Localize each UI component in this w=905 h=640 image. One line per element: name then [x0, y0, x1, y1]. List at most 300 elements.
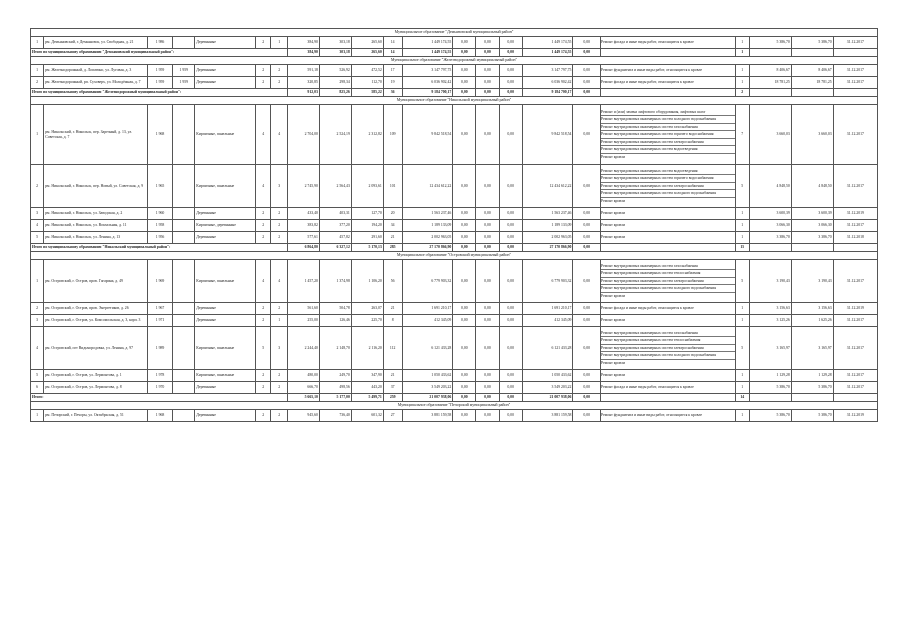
cell-addr: рм. Железнодорожный, рп. Суховерх, ул. Молодёжная, д. 7	[44, 77, 148, 89]
section-total-row	[31, 89, 878, 97]
cell-f3: 0,00	[499, 77, 522, 89]
cell-n: 3	[31, 315, 44, 327]
cell-s3: 265,60	[351, 37, 383, 49]
cell-srok: 1	[735, 370, 749, 382]
work-type-item: Ремонт внутридомовых инженерных систем электроснабжения	[601, 278, 735, 286]
total-f2: 0,00	[476, 49, 499, 57]
cell-s2: 126,46	[319, 315, 351, 327]
cell-y1: 1 970	[147, 382, 172, 394]
cell-f2: 0,00	[476, 303, 499, 315]
work-type-item: Ремонт кровли	[601, 361, 626, 366]
repair-program-table	[30, 28, 878, 422]
cell-srok: 7	[735, 105, 749, 165]
cell-cost: 2 002 963,05	[402, 232, 453, 244]
cell-cost: 1 449 174,55	[402, 37, 453, 49]
cell-p: 56	[383, 260, 402, 303]
total-empty-cell	[601, 244, 736, 252]
cell-mat: Кирпичные, панельные	[195, 370, 256, 382]
cell-en: 4	[271, 260, 288, 303]
cell-srok: 1	[735, 65, 749, 77]
cell-u1: 3 660,03	[749, 105, 791, 165]
cell-u2: 18 781,25	[791, 77, 833, 89]
cell-works	[601, 327, 736, 370]
cell-f4: 6 036 902,42	[522, 77, 573, 89]
cell-s3: 601,32	[351, 410, 383, 422]
cell-f2: 0,00	[476, 208, 499, 220]
cell-u2: 1 625,26	[791, 315, 833, 327]
cell-s2: 526,92	[319, 65, 351, 77]
cell-u1: 3 066,30	[749, 220, 791, 232]
cell-dt: 31.12.2018	[833, 232, 877, 244]
total-f1: 0,00	[453, 89, 476, 97]
cell-y1: 1 959	[147, 77, 172, 89]
total-s2: 825,26	[319, 89, 351, 97]
cell-srok: 1	[735, 220, 749, 232]
cell-f4: 1 563 237,46	[522, 208, 573, 220]
cell-addr: рм. Печорский, г. Печоры, ул. Октябрьская, д. 51	[44, 410, 148, 422]
cell-s3: 443,20	[351, 382, 383, 394]
cell-works	[601, 208, 736, 220]
work-type-item: Ремонт внутридомовых инженерных систем газоснабжения	[601, 330, 735, 338]
work-type-item: Ремонт кровли	[601, 294, 626, 299]
total-f5: 0,00	[573, 394, 601, 402]
cell-f4: 1 691 210,17	[522, 303, 573, 315]
cell-works	[601, 370, 736, 382]
cell-s3: 1 106,20	[351, 260, 383, 303]
cell-addr: рм. Никольский, г. Никольск, ул. Вокзальная, д. 11	[44, 220, 148, 232]
cell-f5: 0,00	[573, 105, 601, 165]
total-cost: 9 184 700,17	[402, 89, 453, 97]
table-row	[31, 382, 878, 394]
cell-fl: 2	[255, 410, 270, 422]
cell-y1: 1 960	[147, 208, 172, 220]
cell-srok: 5	[735, 165, 749, 208]
cell-s3: 472,52	[351, 65, 383, 77]
cell-y2	[173, 208, 195, 220]
cell-u1: 5 386,70	[749, 37, 791, 49]
cell-n: 1	[31, 260, 44, 303]
cell-f1: 0,00	[453, 208, 476, 220]
table-row	[31, 303, 878, 315]
cell-f4: 1 189 133,09	[522, 220, 573, 232]
cell-f5: 0,00	[573, 410, 601, 422]
table-row	[31, 260, 878, 303]
document	[30, 28, 878, 422]
cell-works	[601, 232, 736, 244]
cell-s1: 320,85	[287, 77, 319, 89]
cell-n: 1	[31, 410, 44, 422]
cell-f2: 0,00	[476, 315, 499, 327]
cell-s3: 127,70	[351, 208, 383, 220]
cell-srok: 1	[735, 410, 749, 422]
cell-f4: 1 449 174,55	[522, 37, 573, 49]
cell-y2	[173, 232, 195, 244]
total-s1: 912,03	[287, 89, 319, 97]
cell-cost: 12 434 612,22	[402, 165, 453, 208]
cell-y2	[173, 382, 195, 394]
cell-en: 2	[271, 220, 288, 232]
cell-u1: 18 781,25	[749, 77, 791, 89]
cell-s3: 2 116,20	[351, 327, 383, 370]
cell-y1: 1 978	[147, 370, 172, 382]
total-f1: 0,00	[453, 49, 476, 57]
cell-mat: Деревянные	[195, 65, 256, 77]
total-s1: 6 864,80	[287, 244, 319, 252]
municipality-heading-row	[31, 402, 878, 410]
table-body	[31, 29, 878, 422]
total-empty-cell	[601, 394, 736, 402]
cell-f3: 0,00	[499, 220, 522, 232]
cell-u1: 3 190,43	[749, 260, 791, 303]
work-type-item: Ремонт внутридомовых инженерных систем холодного водоснабжения	[601, 285, 735, 293]
cell-srok: 1	[735, 37, 749, 49]
municipality-heading-row	[31, 97, 878, 105]
total-s3: 265,60	[351, 49, 383, 57]
total-empty-cell	[749, 49, 791, 57]
cell-s1: 433,40	[287, 208, 319, 220]
cell-f5: 0,00	[573, 382, 601, 394]
cell-cost: 9 842 518,54	[402, 105, 453, 165]
cell-cost: 3 147 797,75	[402, 65, 453, 77]
cell-y2	[173, 370, 195, 382]
cell-s2: 2 564,43	[319, 165, 351, 208]
total-f1: 0,00	[453, 394, 476, 402]
cell-p: 19	[383, 77, 402, 89]
cell-u1: 5 386,70	[749, 410, 791, 422]
cell-s3: 194,20	[351, 220, 383, 232]
cell-f1: 0,00	[453, 220, 476, 232]
cell-mat: Кирпичные, деревянные	[195, 220, 256, 232]
total-empty-cell	[749, 394, 791, 402]
total-p: 259	[383, 394, 402, 402]
cell-srok: 1	[735, 232, 749, 244]
table-row	[31, 370, 878, 382]
cell-mat: Кирпичные, панельные	[195, 105, 256, 165]
cell-cost: 3 549 203,22	[402, 382, 453, 394]
cell-s1: 561,60	[287, 303, 319, 315]
cell-mat: Деревянные	[195, 382, 256, 394]
cell-f4: 3 549 203,22	[522, 382, 573, 394]
cell-y1: 1 969	[147, 260, 172, 303]
cell-n: 1	[31, 105, 44, 165]
cell-y2	[173, 410, 195, 422]
work-type-item: Ремонт внутридомовых инженерных систем горячего водоснабжения	[601, 131, 735, 139]
cell-works	[601, 260, 736, 303]
cell-s1: 945,60	[287, 410, 319, 422]
cell-n: 4	[31, 327, 44, 370]
cell-mat: Кирпичные, панельные	[195, 327, 256, 370]
cell-y2	[173, 315, 195, 327]
cell-u2: 3 156,63	[791, 303, 833, 315]
cell-f5: 0,00	[573, 327, 601, 370]
cell-srok: 5	[735, 327, 749, 370]
cell-works	[601, 382, 736, 394]
total-f2: 0,00	[476, 89, 499, 97]
cell-u2: 4 848,50	[791, 165, 833, 208]
cell-mat: Деревянные	[195, 77, 256, 89]
cell-f5: 0,00	[573, 37, 601, 49]
cell-srok: 5	[735, 260, 749, 303]
cell-works	[601, 165, 736, 208]
cell-f3: 0,00	[499, 232, 522, 244]
cell-addr: рм. Островский, г. Остров, пров. Энергетиков, д. 26	[44, 303, 148, 315]
municipality-heading: Муниципальное образование "Железнодорожный муниципальный район"	[31, 57, 878, 65]
total-cnt: 2	[735, 89, 749, 97]
cell-s3: 291,60	[351, 232, 383, 244]
cell-en: 2	[271, 77, 288, 89]
cell-dt: 31.12.2019	[833, 208, 877, 220]
cell-f1: 0,00	[453, 105, 476, 165]
table-row	[31, 208, 878, 220]
cell-addr: рм. Островский, г. Остров, ул. Комсомольская, д. 3, корп. 3	[44, 315, 148, 327]
cell-n: 2	[31, 77, 44, 89]
work-type-item: Ремонт фасада и иные виды работ, относящиеся к кровле	[601, 40, 694, 45]
total-f3: 0,00	[499, 89, 522, 97]
total-empty-cell	[601, 89, 736, 97]
cell-dt: 31.12.2017	[833, 105, 877, 165]
work-type-item: Ремонт фасада и иные виды работ, относящиеся к кровле	[601, 385, 694, 390]
total-empty-cell	[833, 49, 877, 57]
cell-fl: 4	[255, 260, 270, 303]
cell-dt: 31.12.2017	[833, 382, 877, 394]
cell-s1: 1 457,20	[287, 260, 319, 303]
cell-u1: 4 848,50	[749, 165, 791, 208]
total-f5: 0,00	[573, 49, 601, 57]
cell-f5: 0,00	[573, 208, 601, 220]
total-empty-cell	[791, 244, 833, 252]
cell-f5: 0,00	[573, 77, 601, 89]
cell-cost: 1 189 133,09	[402, 220, 453, 232]
cell-u2: 3 600,39	[791, 208, 833, 220]
cell-u1: 3 125,26	[749, 315, 791, 327]
cell-s1: 2 244,40	[287, 327, 319, 370]
cell-u1: 8 406,67	[749, 65, 791, 77]
total-f3: 0,00	[499, 244, 522, 252]
total-cnt: 15	[735, 244, 749, 252]
table-row	[31, 410, 878, 422]
cell-dt: 31.12.2017	[833, 77, 877, 89]
cell-f5: 0,00	[573, 232, 601, 244]
cell-fl: 2	[255, 303, 270, 315]
cell-n: 3	[31, 208, 44, 220]
total-f4: 1 449 174,55	[522, 49, 573, 57]
work-type-item: Ремонт внутридомовых инженерных систем горячего водоснабжения	[601, 175, 735, 183]
cell-s3: 2 093,61	[351, 165, 383, 208]
total-p: 14	[383, 49, 402, 57]
cell-addr: рм. Островский, г. Остров, ул. Лермонтова, д. 8	[44, 382, 148, 394]
cell-s3: 112,70	[351, 77, 383, 89]
cell-f4: 2 002 963,05	[522, 232, 573, 244]
cell-f2: 0,00	[476, 327, 499, 370]
work-type-item: Ремонт внутридомовых инженерных систем газоснабжения	[601, 263, 735, 271]
cell-p: 20	[383, 208, 402, 220]
cell-cost: 1 563 237,46	[402, 208, 453, 220]
cell-s2: 498,56	[319, 382, 351, 394]
cell-p: 8	[383, 315, 402, 327]
cell-f1: 0,00	[453, 165, 476, 208]
cell-s3: 225,70	[351, 315, 383, 327]
cell-y1: 1 965	[147, 165, 172, 208]
cell-f4: 412 345,09	[522, 315, 573, 327]
cell-fl: 4	[255, 105, 270, 165]
cell-p: 21	[383, 303, 402, 315]
cell-dt: 31.12.2017	[833, 65, 877, 77]
cell-f1: 0,00	[453, 232, 476, 244]
cell-f4: 9 842 518,54	[522, 105, 573, 165]
cell-cost: 1 691 210,17	[402, 303, 453, 315]
cell-cost: 412 345,09	[402, 315, 453, 327]
table-row	[31, 37, 878, 49]
table-row	[31, 105, 878, 165]
table-row	[31, 327, 878, 370]
cell-cost: 3 881 159,58	[402, 410, 453, 422]
cell-u1: 3 165,97	[749, 327, 791, 370]
total-s1: 5 665,10	[287, 394, 319, 402]
cell-f5: 0,00	[573, 220, 601, 232]
cell-s1: 2 745,90	[287, 165, 319, 208]
total-empty-cell	[749, 89, 791, 97]
cell-f4: 3 147 797,75	[522, 65, 573, 77]
cell-f5: 0,00	[573, 65, 601, 77]
table-row	[31, 220, 878, 232]
cell-dt: 31.12.2017	[833, 260, 877, 303]
cell-u1: 3 156,63	[749, 303, 791, 315]
cell-fl: 2	[255, 208, 270, 220]
cell-s1: 383,82	[287, 220, 319, 232]
cell-f2: 0,00	[476, 410, 499, 422]
cell-addr: рм. Никольский, г. Никольск, ул. Заводская, д. 2	[44, 208, 148, 220]
municipality-heading: Муниципальное образование "Никольский муниципальный район"	[31, 97, 878, 105]
total-f5: 0,00	[573, 244, 601, 252]
work-type-item: Ремонт внутридомовых инженерных систем теплоснабжения	[601, 337, 735, 345]
total-empty-cell	[833, 89, 877, 97]
cell-f3: 0,00	[499, 37, 522, 49]
cell-s2: 303,18	[319, 37, 351, 49]
table-row	[31, 232, 878, 244]
cell-fl: 2	[255, 77, 270, 89]
cell-s1: 666,70	[287, 382, 319, 394]
cell-s3: 2 312,82	[351, 105, 383, 165]
cell-en: 3	[271, 327, 288, 370]
cell-s2: 2 524,19	[319, 105, 351, 165]
total-label: Итого по муниципальному образованию "Демьяновский муниципальный район":	[31, 49, 288, 57]
cell-y1: 1 967	[147, 303, 172, 315]
cell-srok: 1	[735, 77, 749, 89]
cell-p: 17	[383, 65, 402, 77]
cell-f3: 0,00	[499, 105, 522, 165]
cell-f1: 0,00	[453, 65, 476, 77]
total-cost: 21 007 938,06	[402, 394, 453, 402]
total-f2: 0,00	[476, 244, 499, 252]
work-type-item: Ремонт внутридомовых инженерных систем электроснабжения	[601, 139, 735, 147]
total-f3: 0,00	[499, 49, 522, 57]
total-label: Итого:	[31, 394, 288, 402]
total-empty-cell	[833, 394, 877, 402]
total-s3: 5 499,71	[351, 394, 383, 402]
cell-f1: 0,00	[453, 303, 476, 315]
total-empty-cell	[791, 89, 833, 97]
cell-y2: 1 959	[173, 77, 195, 89]
work-type-item: Ремонт кровли	[601, 199, 626, 204]
cell-en: 1	[271, 315, 288, 327]
cell-u2: 5 386,70	[791, 410, 833, 422]
cell-f1: 0,00	[453, 370, 476, 382]
cell-en: 2	[271, 65, 288, 77]
cell-en: 2	[271, 370, 288, 382]
cell-f2: 0,00	[476, 260, 499, 303]
total-s2: 5 177,00	[319, 394, 351, 402]
cell-y2	[173, 220, 195, 232]
cell-mat: Деревянные	[195, 232, 256, 244]
total-s2: 303,18	[319, 49, 351, 57]
total-f4: 21 007 938,06	[522, 394, 573, 402]
cell-works	[601, 315, 736, 327]
cell-srok: 1	[735, 303, 749, 315]
cell-y1: 1 989	[147, 327, 172, 370]
cell-f1: 0,00	[453, 315, 476, 327]
cell-p: 37	[383, 382, 402, 394]
cell-f3: 0,00	[499, 260, 522, 303]
cell-y2	[173, 165, 195, 208]
cell-addr: рм. Никольский, г. Никольск, ул. Ленина, д. 13	[44, 232, 148, 244]
cell-p: 109	[383, 105, 402, 165]
cell-dt: 31.12.2017	[833, 327, 877, 370]
municipality-heading: Муниципальное образование "Демьяновский муниципальный район"	[31, 29, 878, 37]
cell-u2: 3 165,97	[791, 327, 833, 370]
cell-f2: 0,00	[476, 165, 499, 208]
cell-y2	[173, 260, 195, 303]
cell-f1: 0,00	[453, 327, 476, 370]
cell-f4: 3 881 159,58	[522, 410, 573, 422]
cell-u2: 8 406,67	[791, 65, 833, 77]
cell-f1: 0,00	[453, 410, 476, 422]
cell-p: 112	[383, 327, 402, 370]
cell-s3: 263,07	[351, 303, 383, 315]
work-type-item: Ремонт внутридомовых инженерных систем холодного водоснабжения	[601, 352, 735, 360]
cell-en: 3	[271, 165, 288, 208]
cell-s1: 577,61	[287, 232, 319, 244]
cell-addr: рм. Демьяновский, г. Демьяновск, ул. Свободная, д. 21	[44, 37, 148, 49]
cell-f2: 0,00	[476, 220, 499, 232]
section-total-row	[31, 244, 878, 252]
cell-f3: 0,00	[499, 327, 522, 370]
cell-fl: 2	[255, 382, 270, 394]
cell-y1: 1 968	[147, 410, 172, 422]
cell-s1: 591,18	[287, 65, 319, 77]
cell-s1: 480,00	[287, 370, 319, 382]
cell-addr: рм. Железнодорожный, д. Лопатино, ул. Луговая, д. 3	[44, 65, 148, 77]
cell-f1: 0,00	[453, 37, 476, 49]
cell-y1: 1 968	[147, 105, 172, 165]
cell-s1: 2 704,00	[287, 105, 319, 165]
work-type-item: Ремонт кровли	[601, 223, 626, 228]
cell-mat: Деревянные	[195, 208, 256, 220]
cell-fl: 2	[255, 65, 270, 77]
cell-y2	[173, 105, 195, 165]
cell-u2: 5 386,70	[791, 382, 833, 394]
cell-dt: 31.12.2017	[833, 165, 877, 208]
cell-en: 2	[271, 303, 288, 315]
cell-u2: 5 386,70	[791, 37, 833, 49]
total-s3: 5 170,13	[351, 244, 383, 252]
cell-f3: 0,00	[499, 410, 522, 422]
total-cnt: 1	[735, 49, 749, 57]
cell-s2: 736,40	[319, 410, 351, 422]
cell-y2: 1 959	[173, 65, 195, 77]
municipality-heading-row	[31, 252, 878, 260]
cell-u1: 3 386,70	[749, 232, 791, 244]
municipality-heading: Муниципальное образование "Печорский муниципальный район"	[31, 402, 878, 410]
